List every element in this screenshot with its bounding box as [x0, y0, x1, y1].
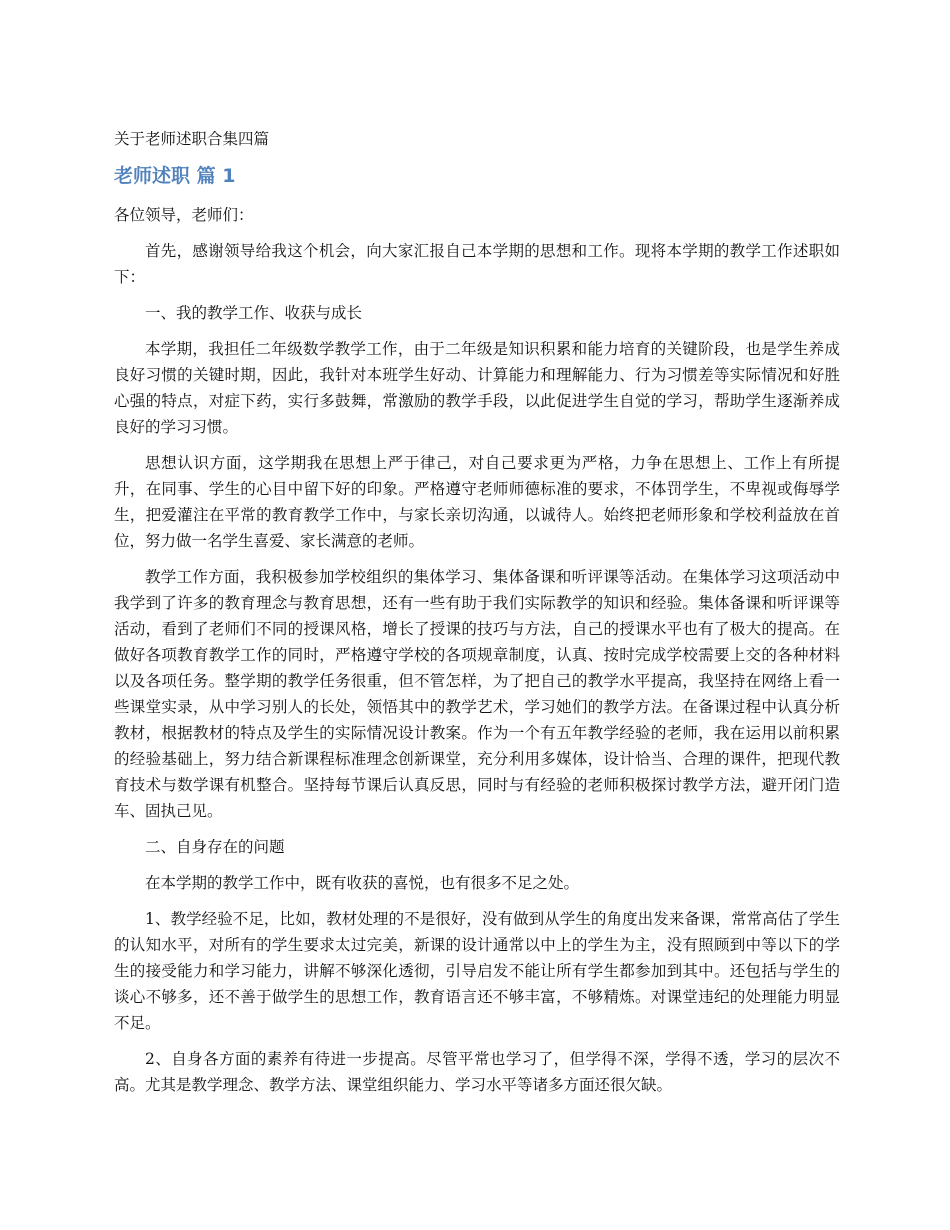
paragraph-intro: 首先，感谢领导给我这个机会，向大家汇报自己本学期的思想和工作。现将本学期的教学工作述职如下：	[114, 242, 840, 286]
paragraph-problem-2: 2、自身各方面的素养有待进一步提高。尽管平常也学习了，但学得不深，学得不透，学习的层次不高。尤其是教学理念、教学方法、课堂组织能力、学习水平等诸多方面还很欠缺。	[114, 1050, 840, 1094]
paragraph-problem-1: 1、教学经验不足，比如，教材处理的不是很好，没有做到从学生的角度出发来备课，常常高估了学生的认知水平，对所有的学生要求太过完美，新课的设计通常以中上的学生为主，没有照顾到中等以下的学生的接受能力和学习能力，讲解不够深化透彻，引导启发不能让所有学生都参加到其中。还包括与学生的谈心不够多，还不善于做学生的思想工作，教育语言还不够丰富，不够精炼。对课堂违纪的处理能力明显不足。	[114, 910, 840, 1032]
subheading-teaching-work: 一、我的教学工作、收获与成长	[145, 304, 363, 322]
subheading-problems: 二、自身存在的问题	[145, 838, 285, 856]
document-title: 关于老师述职合集四篇	[114, 130, 270, 148]
document-page	[114, 126, 840, 1108]
paragraph-problems-intro: 在本学期的教学工作中，既有收获的喜悦，也有很多不足之处。	[145, 874, 580, 892]
salutation: 各位领导，老师们：	[114, 206, 254, 224]
section-heading: 老师述职 篇 1	[114, 165, 236, 187]
paragraph-teaching-work: 教学工作方面，我积极参加学校组织的集体学习、集体备课和听评课等活动。在集体学习这项活动中我学到了许多的教育理念与教育思想，还有一些有助于我们实际教学的知识和经验。集体备课和听评课等活动，看到了老师们不同的授课风格，增长了授课的技巧与方法，自己的授课水平也有了极大的提高。在做好各项教育教学工作的同时，严格遵守学校的各项规章制度，认真、按时完成学校需要上交的各种材料以及各项任务。整学期的教学任务很重，但不管怎样，为了把自己的教学水平提高，我坚持在网络上看一些课堂实录，从中学习别人的长处，领悟其中的教学艺术，学习她们的教学方法。在备课过程中认真分析教材，根据教材的特点及学生的实际情况设计教案。作为一个有五年教学经验的老师，我在运用以前积累的经验基础上，努力结合新课程标准理念创新课堂，充分利用多媒体，设计恰当、合理的课件，把现代教育技术与数学课有机整合。坚持每节课后认真反思，同时与有经验的老师积极探讨教学方法，避开闭门造车、固执己见。	[114, 568, 840, 820]
paragraph-ideology: 思想认识方面，这学期我在思想上严于律己，对自己要求更为严格，力争在思想上、工作上有所提升，在同事、学生的心目中留下好的印象。严格遵守老师师德标准的要求，不体罚学生，不卑视或侮辱学生，把爱灌注在平常的教育教学工作中，与家长亲切沟通，以诚待人。始终把老师形象和学校利益放在首位，努力做一名学生喜爱、家长满意的老师。	[114, 454, 840, 550]
paragraph-teaching-duty: 本学期，我担任二年级数学教学工作，由于二年级是知识积累和能力培育的关键阶段，也是学生养成良好习惯的关键时期，因此，我针对本班学生好动、计算能力和理解能力、行为习惯差等实际情况和好胜心强的特点，对症下药，实行多鼓舞，常激励的教学手段，以此促进学生自觉的学习，帮助学生逐渐养成良好的学习习惯。	[114, 340, 840, 436]
